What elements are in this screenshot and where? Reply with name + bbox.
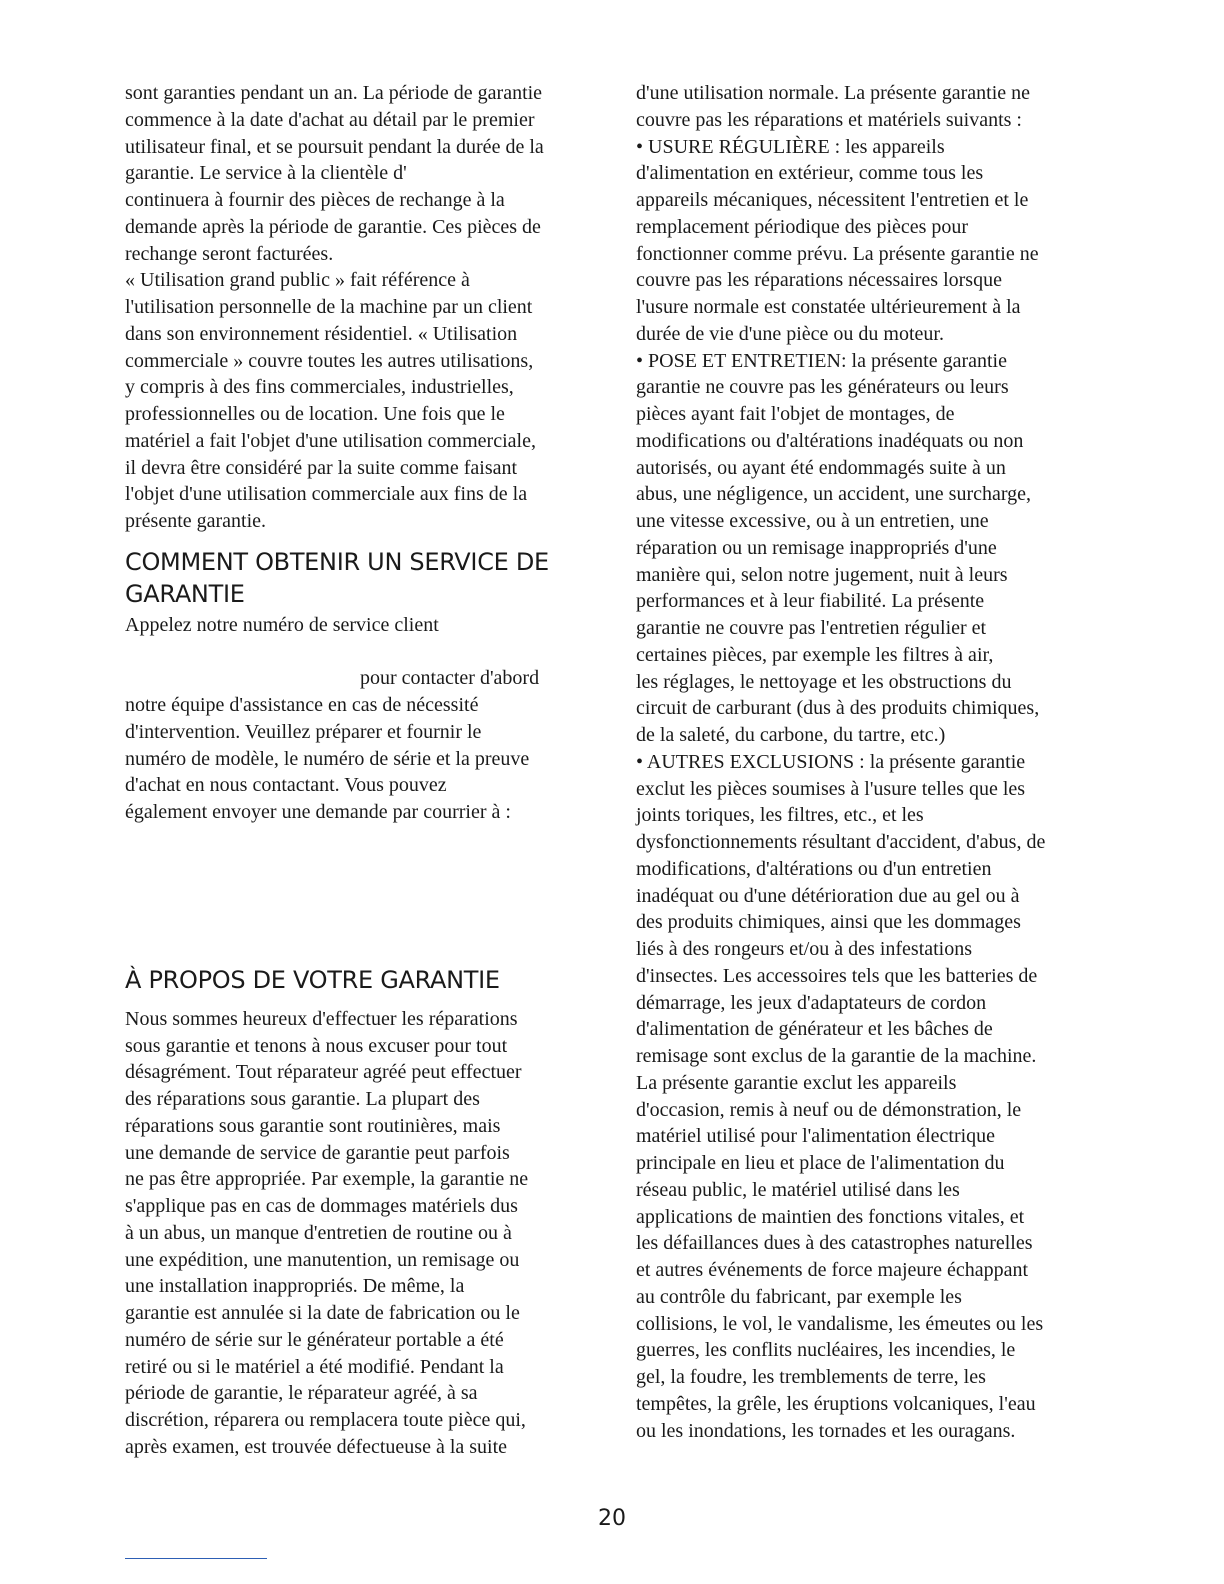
text-line: abus, une négligence, un accident, une surcharge, (636, 483, 1032, 506)
text-line: présente garantie. (125, 510, 267, 532)
text-line: sont garanties pendant un an. La période de garantie (125, 82, 543, 104)
service-heading (125, 546, 595, 610)
text-line: collisions, le vol, le vandalisme, les émeutes ou les (636, 1312, 1044, 1335)
text-line: Nous sommes heureux d'effectuer les réparations (125, 1007, 518, 1030)
text-line: d'alimentation de générateur et les bâches de (636, 1018, 993, 1041)
text-line: ou les inondations, les tornades et les ouragans. (636, 1419, 1016, 1442)
text-line: retiré ou si le matériel a été modifié. Pendant la (125, 1355, 504, 1378)
text-line: couvre pas les réparations et matériels suivants : (636, 108, 1022, 131)
text-line: garantie ne couvre pas l'entretien régulier et (636, 617, 987, 639)
text-line: garantie est annulée si la date de fabrication ou le (125, 1302, 520, 1324)
text-line: l'usure normale est constatée ultérieurement à la (636, 296, 1021, 318)
text-line: commerciale » couvre toutes les autres utilisations, (125, 349, 534, 372)
text-line: réparations sous garantie sont routinières, mais (125, 1114, 501, 1137)
text-line: continuera à fournir des pièces de rechange à la (125, 189, 505, 211)
right-column (636, 80, 1096, 1444)
text-line: circuit de carburant (dus à des produits chimiques, (636, 697, 1040, 720)
text-line: d'alimentation en extérieur, comme tous les (636, 162, 984, 185)
text-line: modifications, d'altérations ou d'un entretien (636, 857, 992, 880)
text-line: à un abus, un manque d'entretien de routine ou à (125, 1221, 512, 1244)
text-line: d'achat en nous contactant. Vous pouvez (125, 774, 447, 797)
page-number: 20 (598, 1506, 626, 1531)
text-line: l'objet d'une utilisation commerciale aux fins de la (125, 483, 528, 506)
text-line: également envoyer une demande par courrier à : (125, 801, 511, 823)
text-line: utilisateur final, et se poursuit pendant la durée de la (125, 135, 544, 158)
text-line: « Utilisation grand public » fait référence à (125, 269, 470, 292)
text-line: d'occasion, remis à neuf ou de démonstration, le (636, 1098, 1022, 1121)
text-line: remplacement périodique des pièces pour (636, 215, 969, 238)
text-line: exclut les pièces soumises à l'usure telles que les (636, 777, 1026, 800)
text-line: inadéquat ou d'une détérioration due au gel ou à (636, 884, 1020, 907)
left-column (125, 80, 595, 1461)
text-line: il devra être considéré par la suite comme faisant (125, 456, 518, 479)
text-line: gel, la foudre, les tremblements de terre, les (636, 1366, 986, 1388)
about-paragraph (125, 1006, 595, 1461)
footnote-divider (125, 1558, 267, 1559)
text-line: garantie. Le service à la clientèle d' (125, 162, 407, 185)
text-line: réseau public, le matériel utilisé dans les (636, 1178, 960, 1201)
text-line: dans son environnement résidentiel. « Utilisation (125, 322, 518, 345)
text-line: réparation ou un remisage inappropriés d'une (636, 536, 997, 559)
text-line: Appelez notre numéro de service client (125, 613, 439, 636)
text-line: remisage sont exclus de la garantie de la machine. (636, 1045, 1037, 1067)
service-paragraph (125, 612, 595, 826)
text-line: s'applique pas en cas de dommages matériels dus (125, 1195, 518, 1217)
text-line: professionnelles ou de location. Une fois que le (125, 403, 505, 425)
text-line: et autres événements de force majeure échappant (636, 1259, 1029, 1281)
text-line: numéro de modèle, le numéro de série et la preuve (125, 747, 530, 770)
text-line: garantie ne couvre pas les générateurs ou leurs (636, 376, 1009, 399)
text-line: • USURE RÉGULIÈRE : les appareils (636, 135, 945, 158)
text-line: matériel a fait l'objet d'une utilisation commerciale, (125, 429, 536, 452)
text-line: rechange seront facturées. (125, 242, 334, 265)
text-line: numéro de série sur le générateur portable a été (125, 1328, 504, 1351)
text-line: couvre pas les réparations nécessaires lorsque (636, 269, 1002, 292)
text-line: fonctionner comme prévu. La présente garantie ne (636, 242, 1039, 265)
text-line: manière qui, selon notre jugement, nuit à leurs (636, 563, 1008, 586)
text-line: liés à des rongeurs et/ou à des infestations (636, 938, 973, 960)
text-line: matériel utilisé pour l'alimentation électrique (636, 1125, 996, 1148)
text-line: notre équipe d'assistance en cas de nécessité (125, 694, 479, 716)
text-line: joints toriques, les filtres, etc., et les (636, 804, 924, 827)
text-line: les réglages, le nettoyage et les obstructions du (636, 670, 1012, 693)
text-line: pièces ayant fait l'objet de montages, de (636, 403, 955, 425)
text-line: tempêtes, la grêle, les éruptions volcaniques, l'eau (636, 1392, 1036, 1415)
text-line: • POSE ET ENTRETIEN: la présente garantie (636, 349, 1007, 372)
text-line: de la saleté, du carbone, du tartre, etc.) (636, 724, 946, 746)
text-line: d'insectes. Les accessoires tels que les batteries de (636, 964, 1038, 987)
text-line: une installation inappropriés. De même, la (125, 1275, 465, 1298)
text-line: modifications ou d'altérations inadéquats ou non (636, 429, 1024, 452)
text-line: des réparations sous garantie. La plupart des (125, 1088, 480, 1110)
text-line: désagrément. Tout réparateur agréé peut effectuer (125, 1061, 522, 1084)
text-line: principale en lieu et place de l'alimentation du (636, 1152, 1005, 1174)
text-line: après examen, est trouvée défectueuse à la suite (125, 1435, 508, 1458)
text-line: guerres, les conflits nucléaires, les incendies, le (636, 1339, 1016, 1362)
text-line: applications de maintien des fonctions vitales, et (636, 1205, 1025, 1228)
text-line: au contrôle du fabricant, par exemple les (636, 1285, 962, 1308)
text-line: d'intervention. Veuillez préparer et fournir le (125, 720, 482, 743)
text-line: autorisés, ou ayant été endommagés suite à un (636, 456, 1006, 479)
blank-line (125, 639, 595, 666)
text-line: une vitesse excessive, ou à un entretien, une (636, 510, 989, 532)
text-line: ne pas être appropriée. Par exemple, la garantie ne (125, 1168, 529, 1191)
text-line: demande après la période de garantie. Ces pièces de (125, 215, 541, 238)
text-line: appareils mécaniques, nécessitent l'entretien et le (636, 189, 1029, 211)
text-line: les défaillances dues à des catastrophes naturelles (636, 1232, 1033, 1255)
text-line: des produits chimiques, ainsi que les dommages (636, 911, 1021, 934)
text-line: une expédition, une manutention, un remisage ou (125, 1248, 520, 1271)
about-heading: À PROPOS DE VOTRE GARANTIE (125, 965, 500, 994)
text-line: pour contacter d'abord (360, 667, 540, 690)
text-line: sous garantie et tenons à nous excuser pour tout (125, 1034, 508, 1057)
text-line: démarrage, les jeux d'adaptateurs de cordon (636, 991, 987, 1014)
text-line: certaines pièces, par exemple les filtres à air, (636, 643, 994, 666)
text-line: durée de vie d'une pièce ou du moteur. (636, 322, 944, 345)
text-line: dysfonctionnements résultant d'accident, d'abus, de (636, 831, 1046, 853)
text-line: performances et à leur fiabilité. La présente (636, 590, 985, 613)
text-line: période de garantie, le réparateur agréé, à sa (125, 1382, 478, 1405)
text-line: l'utilisation personnelle de la machine par un client (125, 296, 533, 318)
text-line: une demande de service de garantie peut parfois (125, 1141, 510, 1164)
text-line: y compris à des fins commerciales, industrielles, (125, 376, 514, 399)
text-line: discrétion, réparera ou remplacera toute pièce qui, (125, 1409, 526, 1431)
text-line: commence à la date d'achat au détail par le premier (125, 108, 535, 131)
heading-line: GARANTIE (125, 579, 245, 608)
heading-line: COMMENT OBTENIR UN SERVICE DE (125, 547, 549, 576)
text-line: d'une utilisation normale. La présente garantie ne (636, 82, 1031, 104)
text-line: La présente garantie exclut les appareils (636, 1071, 957, 1094)
text-line: • AUTRES EXCLUSIONS : la présente garantie (636, 750, 1026, 773)
intro-paragraph (125, 80, 595, 535)
